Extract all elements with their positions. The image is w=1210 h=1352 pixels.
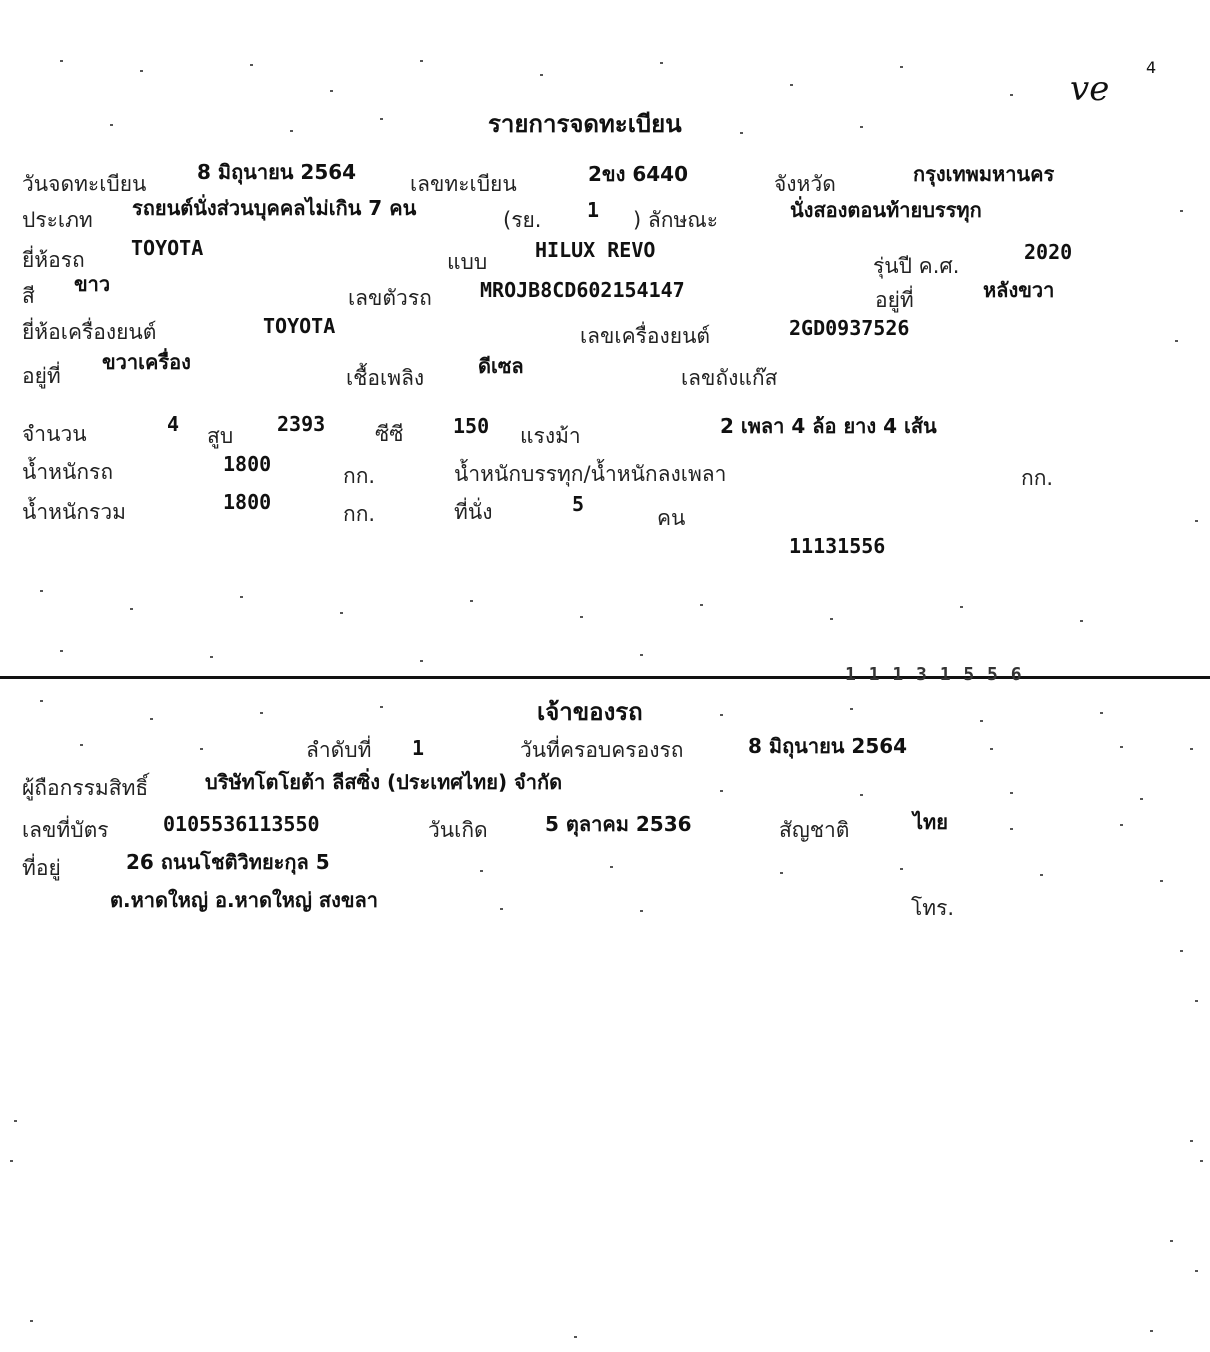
id-value: 0105536113550 — [163, 812, 320, 836]
order-value: 1 — [412, 736, 425, 760]
nationality-label: สัญชาติ — [779, 818, 850, 842]
load-label: น้ำหนักบรรทุก/น้ำหนักลงเพลา — [454, 462, 727, 486]
engine-no-label: เลขเครื่องยนต์ — [580, 324, 711, 348]
address-line2: ต.หาดใหญ่ อ.หาดใหญ่ สงขลา — [110, 888, 379, 912]
holder-label: ผู้ถือกรรมสิทธิ์ — [22, 776, 149, 800]
gross-unit: กก. — [343, 502, 376, 526]
registration-title: รายการจดทะเบียน — [488, 110, 682, 138]
seats-unit: คน — [657, 506, 686, 530]
brand-label: ยี่ห้อรถ — [22, 248, 85, 272]
birth-value: 5 ตุลาคม 2536 — [545, 812, 692, 836]
cc-unit: ซีซี — [375, 422, 404, 446]
type-value: รถยนต์นั่งส่วนบุคคลไม่เกิน 7 คน — [132, 196, 417, 220]
engine-pos-label: อยู่ที่ — [22, 364, 61, 388]
type-code-value: 1 — [587, 198, 600, 222]
model-value: HILUX REVO — [535, 238, 656, 262]
plate-label: เลขทะเบียน — [410, 172, 517, 196]
possession-label: วันที่ครอบครองรถ — [520, 738, 684, 762]
plate-value: 2ขง 6440 — [588, 162, 688, 186]
weight-value: 1800 — [223, 452, 272, 476]
gross-value: 1800 — [223, 490, 272, 514]
reg-date-label: วันจดทะเบียน — [22, 172, 147, 196]
color-label: สี — [22, 284, 35, 308]
seats-value: 5 — [572, 492, 585, 516]
brand-value: TOYOTA — [131, 236, 204, 260]
type-label: ประเภท — [22, 208, 93, 232]
holder-value: บริษัทโตโยต้า ลีสซิ่ง (ประเทศไทย) จำกัด — [205, 770, 563, 794]
handwritten-mark: ve — [1070, 69, 1110, 109]
owner-title: เจ้าของรถ — [537, 698, 643, 726]
weight-label: น้ำหนักรถ — [22, 460, 114, 484]
cylinders-unit: สูบ — [207, 424, 234, 448]
address-label: ที่อยู่ — [22, 856, 61, 880]
id-label: เลขที่บัตร — [22, 818, 109, 842]
divider-code: 1 1 1 3 1 5 5 6 — [845, 664, 1023, 685]
cylinders-value: 4 — [167, 412, 180, 436]
type-code-prefix: (รย. — [503, 208, 542, 232]
section-divider — [0, 676, 1210, 679]
engine-brand-value: TOYOTA — [263, 314, 336, 338]
province-value: กรุงเทพมหานคร — [913, 162, 1055, 186]
engine-pos-value: ขวาเครื่อง — [102, 350, 191, 374]
chassis-label: เลขตัวรถ — [348, 286, 432, 310]
possession-date: 8 มิถุนายน 2564 — [748, 734, 908, 758]
gross-label: น้ำหนักรวม — [22, 500, 126, 524]
weight-unit: กก. — [343, 464, 376, 488]
chassis-pos-value: หลังขวา — [983, 278, 1055, 302]
model-label: แบบ — [447, 250, 488, 274]
fuel-label: เชื้อเพลิง — [346, 366, 425, 390]
province-label: จังหวัด — [774, 172, 836, 196]
cc-value: 2393 — [277, 412, 326, 436]
fuel-value: ดีเซล — [478, 354, 524, 378]
page-number: 4 — [1146, 58, 1157, 77]
gas-tank-label: เลขถังแก๊ส — [681, 366, 778, 390]
nationality-value: ไทย — [913, 810, 948, 834]
hp-value: 150 — [453, 414, 490, 438]
doc-code: 11131556 — [789, 534, 886, 558]
color-value: ขาว — [74, 272, 111, 296]
cylinders-label: จำนวน — [22, 422, 87, 446]
engine-brand-label: ยี่ห้อเครื่องยนต์ — [22, 320, 157, 344]
reg-date-value: 8 มิถุนายน 2564 — [197, 160, 357, 184]
phone-label: โทร. — [911, 896, 955, 920]
seats-label: ที่นั่ง — [454, 500, 493, 524]
type-code-suffix: ) ลักษณะ — [633, 208, 719, 232]
chassis-pos-label: อยู่ที่ — [875, 288, 914, 312]
engine-no-value: 2GD0937526 — [789, 316, 910, 340]
chassis-value: MROJB8CD602154147 — [480, 278, 685, 302]
order-label: ลำดับที่ — [306, 738, 372, 762]
load-unit: กก. — [1021, 466, 1054, 490]
birth-label: วันเกิด — [428, 818, 488, 842]
year-label: รุ่นปี ค.ศ. — [873, 254, 960, 278]
address-line1: 26 ถนนโชติวิทยะกุล 5 — [126, 850, 330, 874]
hp-unit: แรงม้า — [520, 424, 581, 448]
body-style-value: นั่งสองตอนท้ายบรรทุก — [790, 198, 982, 222]
axles-value: 2 เพลา 4 ล้อ ยาง 4 เส้น — [720, 414, 937, 438]
year-value: 2020 — [1024, 240, 1073, 264]
